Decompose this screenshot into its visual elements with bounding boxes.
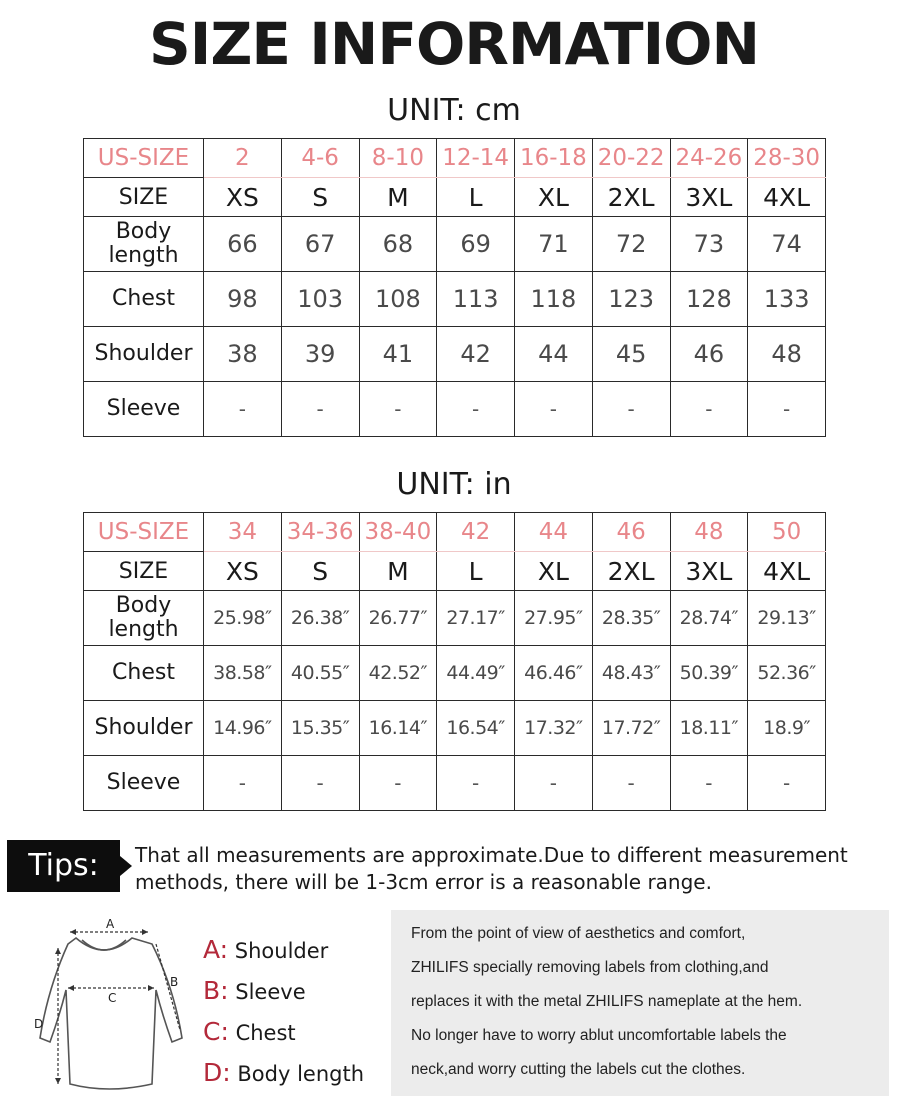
value-cell: 48 [748, 327, 826, 382]
value-cell: 45 [592, 327, 670, 382]
value-cell: 28.35″ [592, 591, 670, 646]
us-size-cell: 48 [670, 513, 748, 552]
note-line: From the point of view of aesthetics and comfort, [411, 925, 746, 942]
value-cell: 16.54″ [437, 701, 515, 756]
row-label-sleeve: Sleeve [84, 756, 204, 811]
value-cell: 72 [592, 217, 670, 272]
row-label-line: Body [115, 219, 172, 244]
value-cell: - [359, 382, 437, 437]
us-size-label: US-SIZE [84, 513, 204, 552]
us-size-cell: 46 [592, 513, 670, 552]
value-cell: 39 [281, 327, 359, 382]
value-cell: 28.74″ [670, 591, 748, 646]
value-cell: 67 [281, 217, 359, 272]
row-label-sleeve: Sleeve [84, 382, 204, 437]
table-row [84, 701, 826, 756]
value-cell: 29.13″ [748, 591, 826, 646]
size-cell: 2XL [592, 552, 670, 591]
value-cell: 108 [359, 272, 437, 327]
us-size-cell: 20-22 [592, 139, 670, 178]
legend-label: Chest [235, 1021, 296, 1045]
size-cell: M [359, 178, 437, 217]
value-cell: 15.35″ [281, 701, 359, 756]
value-cell: 18.9″ [748, 701, 826, 756]
value-cell: 48.43″ [592, 646, 670, 701]
legend-key: A: [203, 935, 229, 964]
diagram-marker-c: C [108, 991, 117, 1005]
legend-label: Shoulder [234, 939, 329, 963]
value-cell: 17.72″ [592, 701, 670, 756]
legend-key: B: [203, 976, 229, 1005]
size-cell: XS [204, 178, 282, 217]
size-cell: XL [515, 178, 593, 217]
table-row [84, 327, 826, 382]
size-cell: L [437, 552, 515, 591]
value-cell: 25.98″ [204, 591, 282, 646]
value-cell: - [359, 756, 437, 811]
value-cell: - [670, 756, 748, 811]
value-cell: 26.38″ [281, 591, 359, 646]
row-label-body-length [84, 217, 204, 272]
value-cell: 27.17″ [437, 591, 515, 646]
row-label-line: length [108, 243, 179, 268]
value-cell: - [515, 382, 593, 437]
us-size-cell: 34-36 [281, 513, 359, 552]
value-cell: 46.46″ [515, 646, 593, 701]
size-cell: 2XL [592, 178, 670, 217]
value-cell: - [592, 382, 670, 437]
value-cell: - [204, 756, 282, 811]
value-cell: 73 [670, 217, 748, 272]
row-label-line: Body [115, 593, 172, 618]
value-cell: 123 [592, 272, 670, 327]
note-line: neck,and worry cutting the labels cut the clothes. [411, 1061, 746, 1078]
us-size-cell: 44 [515, 513, 593, 552]
row-label-shoulder: Shoulder [84, 701, 204, 756]
tips-badge: Tips: [7, 840, 120, 892]
table-row [84, 272, 826, 327]
value-cell: - [281, 756, 359, 811]
size-cell: 3XL [670, 552, 748, 591]
page-title: SIZE INFORMATION [148, 10, 760, 78]
value-cell: 133 [748, 272, 826, 327]
legend-label: Sleeve [235, 980, 306, 1004]
legend-key: D: [203, 1058, 231, 1087]
table-row [84, 382, 826, 437]
row-label-line: length [108, 617, 179, 642]
value-cell: 38.58″ [204, 646, 282, 701]
value-cell: - [748, 756, 826, 811]
us-size-cell: 28-30 [748, 139, 826, 178]
legend-item-chest [203, 1012, 364, 1053]
tips-text: That all measurements are approximate.Due to different measurement methods, there will be 1-3cm error is a reasonable range. [135, 843, 848, 894]
table-row [84, 591, 826, 646]
us-size-label: US-SIZE [84, 139, 204, 178]
value-cell: 40.55″ [281, 646, 359, 701]
value-cell: - [748, 382, 826, 437]
us-size-cell: 12-14 [437, 139, 515, 178]
size-cell: L [437, 178, 515, 217]
value-cell: - [437, 756, 515, 811]
row-label-body-length [84, 591, 204, 646]
size-cell: S [281, 178, 359, 217]
value-cell: 98 [204, 272, 282, 327]
size-cell: S [281, 552, 359, 591]
diagram-marker-a: A [106, 918, 115, 931]
value-cell: 42 [437, 327, 515, 382]
legend-key: C: [203, 1017, 229, 1046]
value-cell: - [281, 382, 359, 437]
size-cell: 3XL [670, 178, 748, 217]
us-size-cell: 8-10 [359, 139, 437, 178]
value-cell: 44 [515, 327, 593, 382]
legend-label: Body length [237, 1062, 365, 1086]
table-row [84, 646, 826, 701]
legend-item-body-length [203, 1053, 364, 1094]
size-cell: M [359, 552, 437, 591]
value-cell: - [670, 382, 748, 437]
us-size-cell: 24-26 [670, 139, 748, 178]
value-cell: 52.36″ [748, 646, 826, 701]
size-cell: 4XL [748, 552, 826, 591]
note-line: replaces it with the metal ZHILIFS nameplate at the hem. [411, 993, 803, 1010]
measurement-legend [203, 930, 364, 1094]
value-cell: 27.95″ [515, 591, 593, 646]
value-cell: 113 [437, 272, 515, 327]
value-cell: 69 [437, 217, 515, 272]
us-size-cell: 42 [437, 513, 515, 552]
row-label-chest: Chest [84, 272, 204, 327]
size-table-cm [83, 138, 826, 437]
value-cell: 74 [748, 217, 826, 272]
value-cell: 68 [359, 217, 437, 272]
shirt-measurement-diagram-icon [24, 918, 196, 1094]
unit-cm-heading: UNIT: cm [387, 93, 521, 128]
value-cell: 118 [515, 272, 593, 327]
value-cell: 41 [359, 327, 437, 382]
value-cell: 44.49″ [437, 646, 515, 701]
value-cell: 42.52″ [359, 646, 437, 701]
us-size-cell: 50 [748, 513, 826, 552]
table-row [84, 756, 826, 811]
note-line: ZHILIFS specially removing labels from clothing,and [411, 959, 769, 976]
value-cell: 18.11″ [670, 701, 748, 756]
value-cell: 46 [670, 327, 748, 382]
value-cell: - [515, 756, 593, 811]
us-size-cell: 38-40 [359, 513, 437, 552]
size-cell: 4XL [748, 178, 826, 217]
us-size-cell: 16-18 [515, 139, 593, 178]
value-cell: 71 [515, 217, 593, 272]
size-label: SIZE [84, 178, 204, 217]
legend-item-sleeve [203, 971, 364, 1012]
value-cell: 38 [204, 327, 282, 382]
size-cell: XL [515, 552, 593, 591]
value-cell: 14.96″ [204, 701, 282, 756]
value-cell: 16.14″ [359, 701, 437, 756]
us-size-cell: 34 [204, 513, 282, 552]
size-table-in [83, 512, 826, 811]
us-size-cell: 2 [204, 139, 282, 178]
unit-in-heading: UNIT: in [396, 467, 512, 502]
size-cell: XS [204, 552, 282, 591]
value-cell: 50.39″ [670, 646, 748, 701]
value-cell: 103 [281, 272, 359, 327]
diagram-marker-d: D [34, 1017, 44, 1031]
note-line: No longer have to worry ablut uncomfortable labels the [411, 1027, 787, 1044]
row-label-shoulder: Shoulder [84, 327, 204, 382]
value-cell: 66 [204, 217, 282, 272]
us-size-cell: 4-6 [281, 139, 359, 178]
value-cell: 17.32″ [515, 701, 593, 756]
value-cell: 128 [670, 272, 748, 327]
value-cell: - [592, 756, 670, 811]
value-cell: - [204, 382, 282, 437]
value-cell: - [437, 382, 515, 437]
table-row [84, 217, 826, 272]
label-removal-note [391, 910, 889, 1096]
value-cell: 26.77″ [359, 591, 437, 646]
legend-item-shoulder [203, 930, 364, 971]
diagram-marker-b: B [170, 975, 179, 989]
row-label-chest: Chest [84, 646, 204, 701]
size-label: SIZE [84, 552, 204, 591]
tips-arrow-icon [120, 856, 132, 876]
